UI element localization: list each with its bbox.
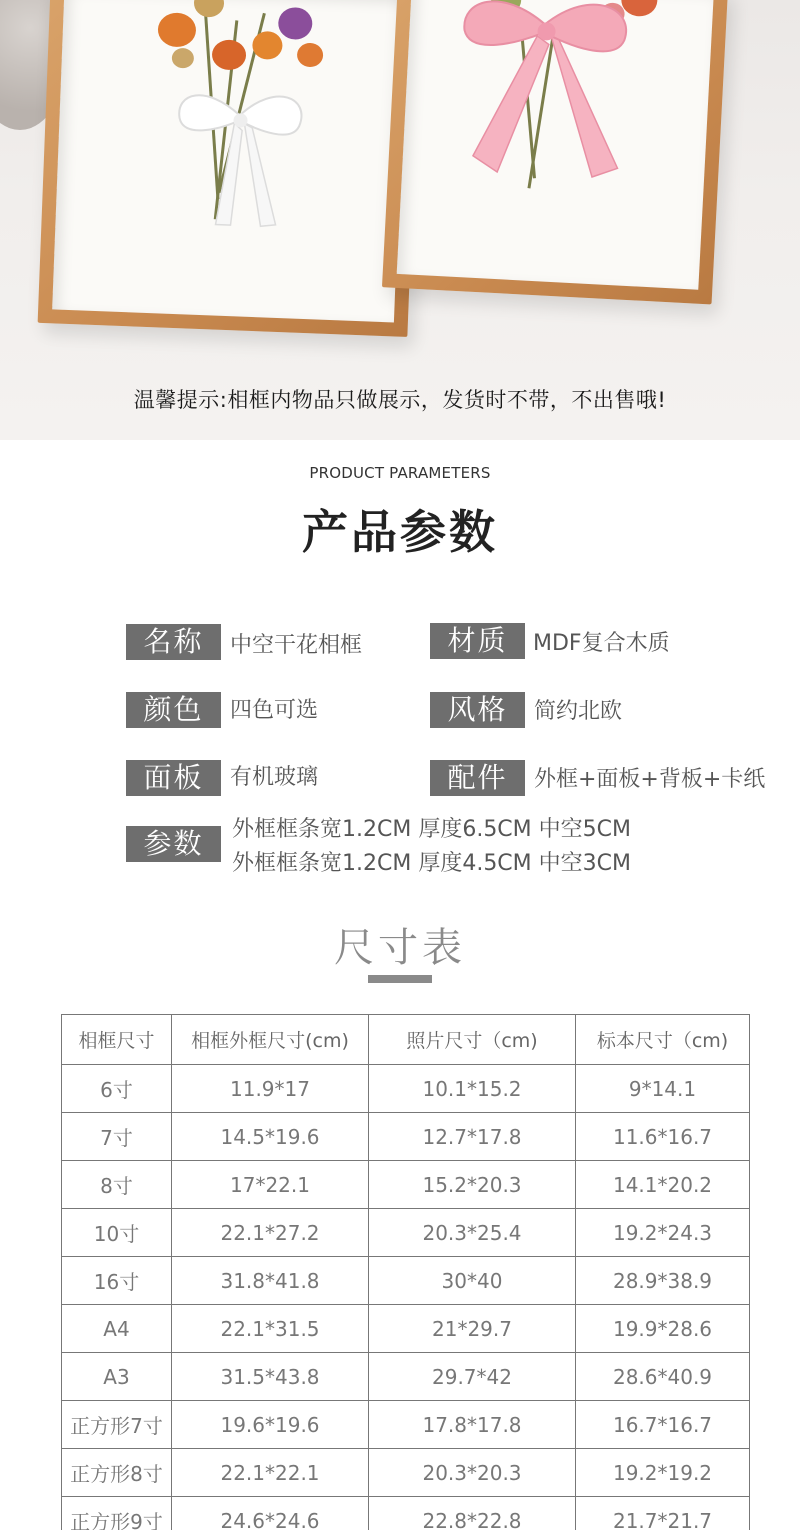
table-row bbox=[62, 1209, 750, 1257]
table-cell: 20.3*25.4 bbox=[369, 1209, 576, 1257]
table-cell: A4 bbox=[62, 1305, 172, 1353]
table-row bbox=[62, 1449, 750, 1497]
table-cell: 17*22.1 bbox=[172, 1161, 369, 1209]
table-cell: 6寸 bbox=[62, 1065, 172, 1113]
table-cell: 11.6*16.7 bbox=[576, 1113, 750, 1161]
param-specs-line2: 外框框条宽1.2CM 厚度4.5CM 中空3CM bbox=[232, 851, 631, 876]
table-cell: 19.6*19.6 bbox=[172, 1401, 369, 1449]
table-cell: 12.7*17.8 bbox=[369, 1113, 576, 1161]
param-panel-value: 有机玻璃 bbox=[230, 765, 319, 790]
param-style-value: 简约北欧 bbox=[534, 699, 623, 724]
param-name-value: 中空干花相框 bbox=[230, 633, 363, 658]
table-cell: 正方形7寸 bbox=[62, 1401, 172, 1449]
column-header: 相框尺寸 bbox=[62, 1015, 172, 1065]
column-header: 照片尺寸（cm) bbox=[369, 1015, 576, 1065]
table-cell: 10寸 bbox=[62, 1209, 172, 1257]
notice-text: 温馨提示:相框内物品只做展示，发货时不带，不出售哦! bbox=[133, 388, 667, 412]
param-style-label: 风格 bbox=[430, 692, 525, 728]
table-cell: 22.1*31.5 bbox=[172, 1305, 369, 1353]
table-cell: 正方形9寸 bbox=[62, 1497, 172, 1530]
table-header-row bbox=[62, 1015, 750, 1065]
table-cell: 16寸 bbox=[62, 1257, 172, 1305]
frame-right-image bbox=[382, 0, 728, 304]
column-header: 相框外框尺寸(cm) bbox=[172, 1015, 369, 1065]
table-cell: 21.7*21.7 bbox=[576, 1497, 750, 1530]
table-cell: 10.1*15.2 bbox=[369, 1065, 576, 1113]
table-cell: 16.7*16.7 bbox=[576, 1401, 750, 1449]
param-accessories-value: 外框+面板+背板+卡纸 bbox=[534, 767, 766, 792]
table-cell: 22.1*27.2 bbox=[172, 1209, 369, 1257]
table-cell: 17.8*17.8 bbox=[369, 1401, 576, 1449]
table-cell: 14.5*19.6 bbox=[172, 1113, 369, 1161]
title-underline bbox=[368, 975, 432, 983]
column-header: 标本尺寸（cm) bbox=[576, 1015, 750, 1065]
table-row bbox=[62, 1305, 750, 1353]
table-cell: 22.8*22.8 bbox=[369, 1497, 576, 1530]
parameters-heading-en: PRODUCT PARAMETERS bbox=[309, 464, 491, 482]
param-color-value: 四色可选 bbox=[230, 698, 319, 723]
size-table bbox=[61, 1014, 750, 1530]
param-material-label: 材质 bbox=[430, 623, 525, 659]
table-row bbox=[62, 1257, 750, 1305]
table-row bbox=[62, 1497, 750, 1530]
table-cell: 24.6*24.6 bbox=[172, 1497, 369, 1530]
table-cell: 30*40 bbox=[369, 1257, 576, 1305]
table-cell: 11.9*17 bbox=[172, 1065, 369, 1113]
table-cell: 31.5*43.8 bbox=[172, 1353, 369, 1401]
table-cell: 21*29.7 bbox=[369, 1305, 576, 1353]
table-cell: 28.6*40.9 bbox=[576, 1353, 750, 1401]
table-cell: A3 bbox=[62, 1353, 172, 1401]
table-cell: 29.7*42 bbox=[369, 1353, 576, 1401]
table-row bbox=[62, 1065, 750, 1113]
param-specs-line1: 外框框条宽1.2CM 厚度6.5CM 中空5CM bbox=[232, 817, 631, 842]
parameters-heading-cn: 产品参数 bbox=[302, 505, 498, 559]
param-accessories-label: 配件 bbox=[430, 760, 525, 796]
table-cell: 19.2*19.2 bbox=[576, 1449, 750, 1497]
frame-left-image bbox=[38, 0, 421, 337]
table-cell: 31.8*41.8 bbox=[172, 1257, 369, 1305]
table-cell: 28.9*38.9 bbox=[576, 1257, 750, 1305]
product-photo bbox=[0, 0, 800, 440]
table-row bbox=[62, 1401, 750, 1449]
table-cell: 正方形8寸 bbox=[62, 1449, 172, 1497]
table-cell: 14.1*20.2 bbox=[576, 1161, 750, 1209]
table-cell: 20.3*20.3 bbox=[369, 1449, 576, 1497]
param-name-label: 名称 bbox=[126, 624, 221, 660]
param-specs-label: 参数 bbox=[126, 826, 221, 862]
param-color-label: 颜色 bbox=[126, 692, 221, 728]
table-row bbox=[62, 1113, 750, 1161]
table-cell: 15.2*20.3 bbox=[369, 1161, 576, 1209]
param-panel-label: 面板 bbox=[126, 760, 221, 796]
table-cell: 8寸 bbox=[62, 1161, 172, 1209]
table-cell: 7寸 bbox=[62, 1113, 172, 1161]
table-row bbox=[62, 1161, 750, 1209]
table-cell: 19.9*28.6 bbox=[576, 1305, 750, 1353]
table-row bbox=[62, 1353, 750, 1401]
param-material-value: MDF复合木质 bbox=[533, 631, 670, 656]
table-cell: 9*14.1 bbox=[576, 1065, 750, 1113]
table-cell: 22.1*22.1 bbox=[172, 1449, 369, 1497]
size-table-title: 尺寸表 bbox=[334, 925, 466, 971]
table-cell: 19.2*24.3 bbox=[576, 1209, 750, 1257]
